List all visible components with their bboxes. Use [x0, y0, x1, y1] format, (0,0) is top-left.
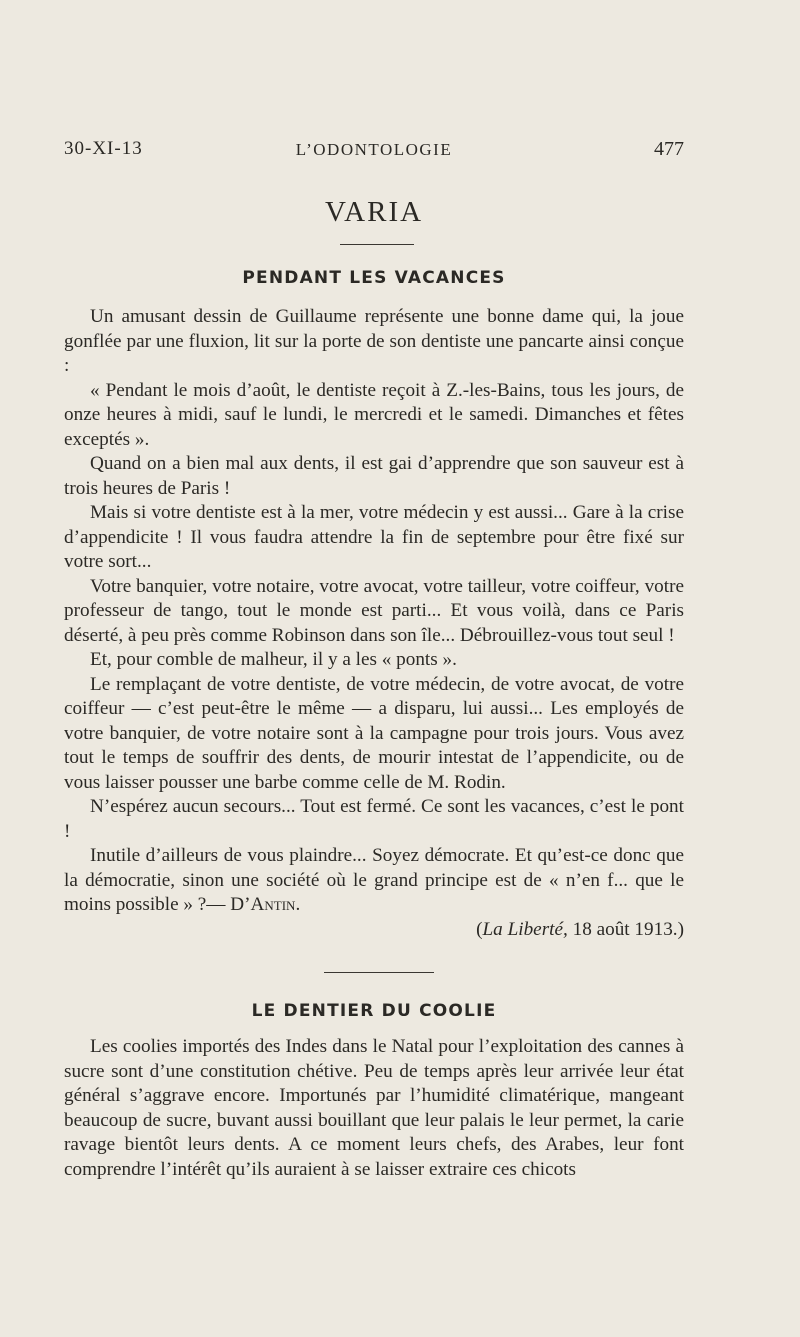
paragraph-text: Inutile d’ailleurs de vous plaindre... Soyez démocrate. Et qu’est-ce donc que la démocratie, sinon une société où le grand principe est de « n’en f... que le moins possible » ?— [64, 845, 684, 915]
paragraph: Et, pour comble de malheur, il y a les « ponts ». [90, 649, 457, 670]
article-body [64, 305, 684, 942]
source-open: ( [476, 918, 483, 940]
source-date: 18 août 1913.) [567, 918, 684, 940]
paragraph-last [64, 844, 684, 918]
article-heading: LE DENTIER DU COOLIE [251, 1001, 497, 1021]
title-divider [340, 244, 414, 245]
paragraph: Mais si votre dentiste est à la mer, votre médecin y est aussi... Gare à la crise d’appendicite ! Il vous faudra attendre la fin de septembre pour être fixé sur votre sort... [64, 502, 684, 572]
paragraph: Votre banquier, votre notaire, votre avocat, votre tailleur, votre coiffeur, votre professeur de tango, tout le monde est parti... Et vous voilà, dans ce Paris déserté, à peu près comme Robinson dans son île... Débrouillez-vous tout seul ! [64, 575, 684, 646]
paragraph: « Pendant le mois d’août, le dentiste reçoit à Z.-les-Bains, tous les jours, de onze heures à midi, sauf le lundi, le mercredi et le samedi. Dimanches et fêtes exceptés ». [64, 379, 684, 450]
paragraph: Quand on a bien mal aux dents, il est gai d’apprendre que son sauveur est à trois heures de Paris ! [64, 453, 684, 499]
article-body [64, 1035, 684, 1182]
paragraph: Les coolies importés des Indes dans le Natal pour l’exploitation des cannes à sucre sont d’une constitution chétive. Peu de temps après leur arrivée leur état général s’aggrave encore. Importunés par l’humidité climatérique, mangeant beaucoup de sucre, buvant aussi bouillant que leur palais le leur permet, la carie ravage bientôt leurs dents. A ce moment leurs chefs, des Arabes, leur font comprendre l’intérêt qu’ils auraient à se laisser extraire ces chicots [64, 1036, 684, 1180]
source-citation [64, 918, 684, 943]
paragraph: Un amusant dessin de Guillaume représente une bonne dame qui, la joue gonflée par une fluxion, lit sur la porte de son dentiste une pancarte ainsi conçue : [64, 306, 684, 376]
section-title: VARIA [324, 196, 424, 228]
source-publication: La Liberté, [482, 918, 568, 940]
page-number: 477 [654, 138, 684, 160]
journal-title: L’ODONTOLOGIE [295, 140, 453, 159]
article-heading: PENDANT LES VACANCES [242, 268, 506, 288]
issue-date: 30-XI-13 [64, 138, 143, 159]
running-header [64, 138, 684, 168]
document-page [64, 0, 684, 1337]
paragraph: Le remplaçant de votre dentiste, de votre médecin, de votre avocat, de votre coiffeur — c’est peut-être le même — a disparu, lui aussi... Les employés de votre banquier, de votre notaire sont à la campagne pour trois jours. Vous avez tout le temps de souffrir des dents, de mourir intestat de l’appendicite, ou de vous laisser pousser une barbe comme celle de M. Rodin. [64, 673, 684, 793]
paragraph: N’espérez aucun secours... Tout est fermé. Ce sont les vacances, c’est le pont ! [64, 796, 684, 842]
article-divider [324, 972, 434, 973]
author-signature: D’Antin. [230, 894, 301, 915]
